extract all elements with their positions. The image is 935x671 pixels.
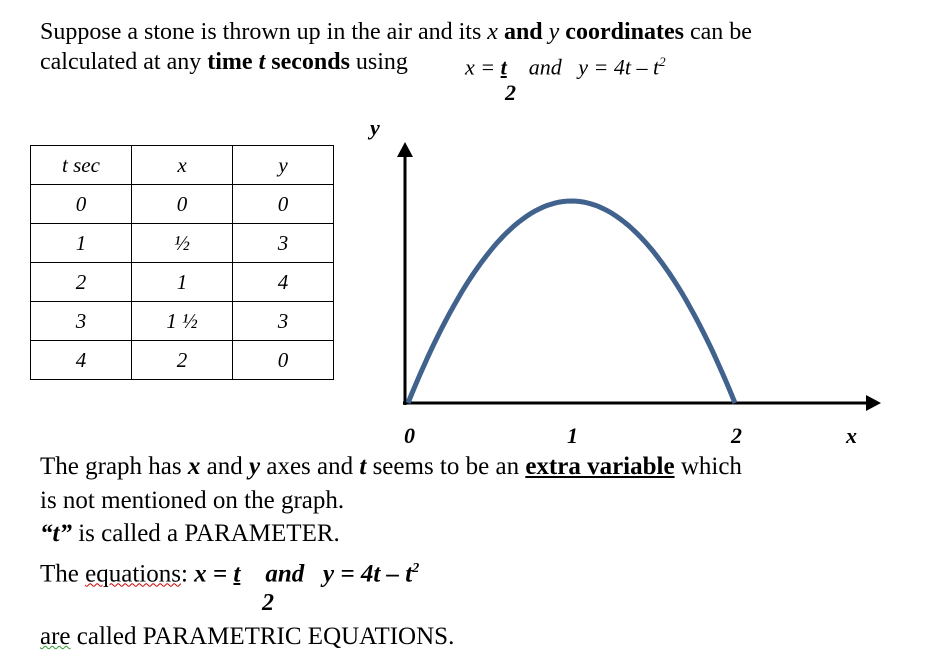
text: equations [85,560,181,588]
text: 2 [659,54,666,69]
text: can be [683,19,752,45]
cell: 1 ½ [132,302,233,341]
cell: 3 [31,302,132,341]
text: : [180,560,195,588]
x-tick-label: 1 [567,423,578,448]
text: t [258,49,266,75]
text: y = 4t – t [578,54,660,80]
x-tick-label: 2 [731,423,742,448]
text: calculated at any [40,49,208,75]
text: seconds [265,49,350,75]
cell: 1 [31,224,132,263]
text: and [265,560,305,588]
body-line-1 [40,453,742,481]
text: t [359,453,367,480]
fraction-denominator: 2 [262,590,274,616]
text: x = [194,560,234,588]
text: and [528,54,562,80]
text: y = 4t – t [323,560,413,588]
text: The [40,560,86,588]
cell: 3 [233,224,334,263]
cell: 1 [132,263,233,302]
x-axis-label: x [846,423,857,448]
text: x [487,19,498,45]
text: x = [465,54,501,80]
fraction-denominator: 2 [505,80,516,105]
text: which [674,453,742,480]
text: Suppose a stone is thrown up in the air and its [40,19,488,45]
text: and [497,19,549,45]
text: t [233,560,241,588]
text: using [349,49,408,75]
header-cell: y [233,146,334,185]
x-tick-label: 0 [404,423,415,448]
text: is called a PARAMETER. [71,520,340,547]
text: called PARAMETRIC EQUATIONS. [70,623,455,650]
header-cell: t sec [31,146,132,185]
text: The graph has [40,453,188,480]
cell: 2 [31,263,132,302]
text: and [200,453,249,480]
text: “t” [40,520,72,547]
x-axis-arrow-icon [866,395,881,411]
text: x [187,453,201,480]
text: t [500,54,507,80]
y-axis-label: y [370,115,380,140]
text: time [207,49,259,75]
trajectory-curve [408,201,735,403]
cell: ½ [132,224,233,263]
cell: 0 [233,341,334,380]
cell: 3 [233,302,334,341]
body-line-3 [40,520,340,548]
cell: 0 [31,185,132,224]
body-line-2: is not mentioned on the graph. [40,487,345,514]
text: axes and [260,453,360,480]
body-line-5 [40,623,454,651]
text: y [548,19,560,45]
text: seems to be an [366,453,526,480]
cell: 0 [233,185,334,224]
cell: 0 [132,185,233,224]
text: y [248,453,261,480]
body-line-4 [40,555,419,588]
header-cell: x [132,146,233,185]
cell: 2 [132,341,233,380]
text: extra variable [525,453,675,480]
text: are [40,623,71,650]
text: 2 [412,561,420,576]
cell: 4 [31,341,132,380]
y-axis-arrow-icon [397,142,413,157]
text: coordinates [559,19,684,45]
cell: 4 [233,263,334,302]
